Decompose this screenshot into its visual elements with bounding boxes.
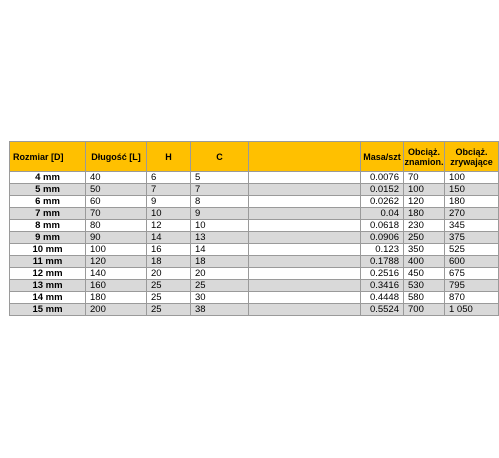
c-cell: 5: [191, 172, 249, 184]
breaking-load-cell: 100: [445, 172, 499, 184]
mass-cell: 0.1788: [361, 256, 404, 268]
breaking-load-cell: 375: [445, 232, 499, 244]
empty-cell: [249, 220, 361, 232]
table-row: [10, 172, 499, 184]
empty-cell: [249, 172, 361, 184]
empty-cell: [249, 184, 361, 196]
mass-cell: 0.123: [361, 244, 404, 256]
header-empty: [249, 142, 361, 172]
rated-load-cell: 250: [404, 232, 445, 244]
length-cell: 50: [86, 184, 147, 196]
breaking-load-cell: 180: [445, 196, 499, 208]
c-cell: 8: [191, 196, 249, 208]
rated-load-cell: 530: [404, 280, 445, 292]
table-row: [10, 184, 499, 196]
length-cell: 80: [86, 220, 147, 232]
size-cell: 15 mm: [10, 304, 86, 316]
c-cell: 20: [191, 268, 249, 280]
length-cell: 40: [86, 172, 147, 184]
length-cell: 90: [86, 232, 147, 244]
size-cell: 13 mm: [10, 280, 86, 292]
header-mass: Masa/szt: [361, 142, 404, 172]
length-cell: 160: [86, 280, 147, 292]
breaking-load-cell: 270: [445, 208, 499, 220]
h-cell: 10: [147, 208, 191, 220]
mass-cell: 0.5524: [361, 304, 404, 316]
h-cell: 9: [147, 196, 191, 208]
table-row: [10, 292, 499, 304]
rated-load-cell: 700: [404, 304, 445, 316]
spec-table-container: [9, 141, 493, 316]
h-cell: 12: [147, 220, 191, 232]
h-cell: 7: [147, 184, 191, 196]
table-row: [10, 232, 499, 244]
size-cell: 6 mm: [10, 196, 86, 208]
rated-load-cell: 120: [404, 196, 445, 208]
h-cell: 6: [147, 172, 191, 184]
breaking-load-cell: 150: [445, 184, 499, 196]
h-cell: 16: [147, 244, 191, 256]
length-cell: 100: [86, 244, 147, 256]
mass-cell: 0.04: [361, 208, 404, 220]
empty-cell: [249, 292, 361, 304]
mass-cell: 0.3416: [361, 280, 404, 292]
length-cell: 180: [86, 292, 147, 304]
rated-load-cell: 70: [404, 172, 445, 184]
header-size: Rozmiar [D]: [10, 142, 86, 172]
table-row: [10, 208, 499, 220]
size-cell: 7 mm: [10, 208, 86, 220]
header-row: [10, 142, 499, 172]
size-cell: 14 mm: [10, 292, 86, 304]
header-h: H: [147, 142, 191, 172]
c-cell: 7: [191, 184, 249, 196]
h-cell: 20: [147, 268, 191, 280]
c-cell: 10: [191, 220, 249, 232]
table-row: [10, 268, 499, 280]
length-cell: 70: [86, 208, 147, 220]
rated-load-cell: 350: [404, 244, 445, 256]
rated-load-cell: 400: [404, 256, 445, 268]
empty-cell: [249, 196, 361, 208]
empty-cell: [249, 232, 361, 244]
size-cell: 4 mm: [10, 172, 86, 184]
spec-table: [9, 141, 499, 316]
mass-cell: 0.0262: [361, 196, 404, 208]
c-cell: 30: [191, 292, 249, 304]
length-cell: 140: [86, 268, 147, 280]
breaking-load-cell: 795: [445, 280, 499, 292]
breaking-load-cell: 1 050: [445, 304, 499, 316]
rated-load-cell: 180: [404, 208, 445, 220]
mass-cell: 0.4448: [361, 292, 404, 304]
c-cell: 18: [191, 256, 249, 268]
header-length: Długość [L]: [86, 142, 147, 172]
table-row: [10, 196, 499, 208]
c-cell: 14: [191, 244, 249, 256]
breaking-load-cell: 600: [445, 256, 499, 268]
empty-cell: [249, 256, 361, 268]
size-cell: 8 mm: [10, 220, 86, 232]
table-row: [10, 220, 499, 232]
length-cell: 60: [86, 196, 147, 208]
mass-cell: 0.0076: [361, 172, 404, 184]
c-cell: 25: [191, 280, 249, 292]
c-cell: 38: [191, 304, 249, 316]
empty-cell: [249, 304, 361, 316]
table-body: [10, 172, 499, 316]
table-row: [10, 304, 499, 316]
table-row: [10, 280, 499, 292]
rated-load-cell: 100: [404, 184, 445, 196]
c-cell: 9: [191, 208, 249, 220]
breaking-load-cell: 525: [445, 244, 499, 256]
length-cell: 120: [86, 256, 147, 268]
breaking-load-cell: 675: [445, 268, 499, 280]
mass-cell: 0.0906: [361, 232, 404, 244]
size-cell: 11 mm: [10, 256, 86, 268]
h-cell: 25: [147, 304, 191, 316]
h-cell: 18: [147, 256, 191, 268]
rated-load-cell: 450: [404, 268, 445, 280]
size-cell: 10 mm: [10, 244, 86, 256]
mass-cell: 0.2516: [361, 268, 404, 280]
h-cell: 25: [147, 292, 191, 304]
size-cell: 9 mm: [10, 232, 86, 244]
mass-cell: 0.0152: [361, 184, 404, 196]
rated-load-cell: 580: [404, 292, 445, 304]
header-c: C: [191, 142, 249, 172]
length-cell: 200: [86, 304, 147, 316]
h-cell: 25: [147, 280, 191, 292]
empty-cell: [249, 244, 361, 256]
breaking-load-cell: 870: [445, 292, 499, 304]
breaking-load-cell: 345: [445, 220, 499, 232]
mass-cell: 0.0618: [361, 220, 404, 232]
header-breaking-load: Obciąż. zrywające: [445, 142, 499, 172]
size-cell: 12 mm: [10, 268, 86, 280]
c-cell: 13: [191, 232, 249, 244]
table-row: [10, 256, 499, 268]
header-rated-load: Obciąż. znamion.: [404, 142, 445, 172]
empty-cell: [249, 208, 361, 220]
table-row: [10, 244, 499, 256]
h-cell: 14: [147, 232, 191, 244]
empty-cell: [249, 268, 361, 280]
rated-load-cell: 230: [404, 220, 445, 232]
empty-cell: [249, 280, 361, 292]
size-cell: 5 mm: [10, 184, 86, 196]
